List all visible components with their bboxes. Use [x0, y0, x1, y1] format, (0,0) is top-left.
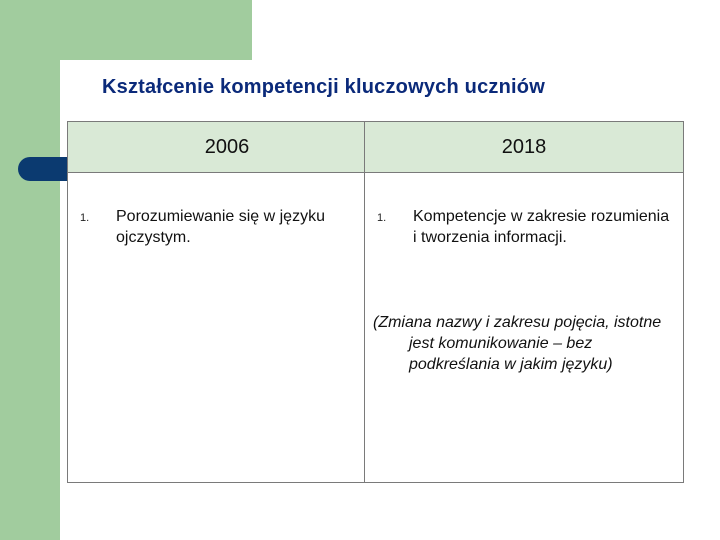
slide-title: Kształcenie kompetencji kluczowych uczniów — [102, 76, 545, 98]
decor-green-left-band — [0, 0, 60, 540]
decor-green-top-band — [0, 0, 252, 60]
column-header-2018: 2018 — [365, 122, 683, 173]
list-item — [80, 206, 376, 248]
column-2006 — [67, 121, 387, 483]
list-item-number: 1. — [377, 212, 387, 224]
list-item-text: Porozumiewanie się w języku ojczystym. — [116, 208, 325, 246]
change-note: (Zmiana nazwy i zakresu pojęcia, istotne jest komunikowanie – bez podkreślania w jakim języku) — [373, 314, 662, 373]
column-2018 — [364, 121, 684, 483]
list-item-text: Kompetencje w zakresie rozumienia i tworzenia informacji. — [413, 208, 670, 246]
column-header-2006: 2006 — [68, 122, 386, 173]
list-item — [377, 206, 673, 248]
list-item-number: 1. — [80, 212, 90, 224]
